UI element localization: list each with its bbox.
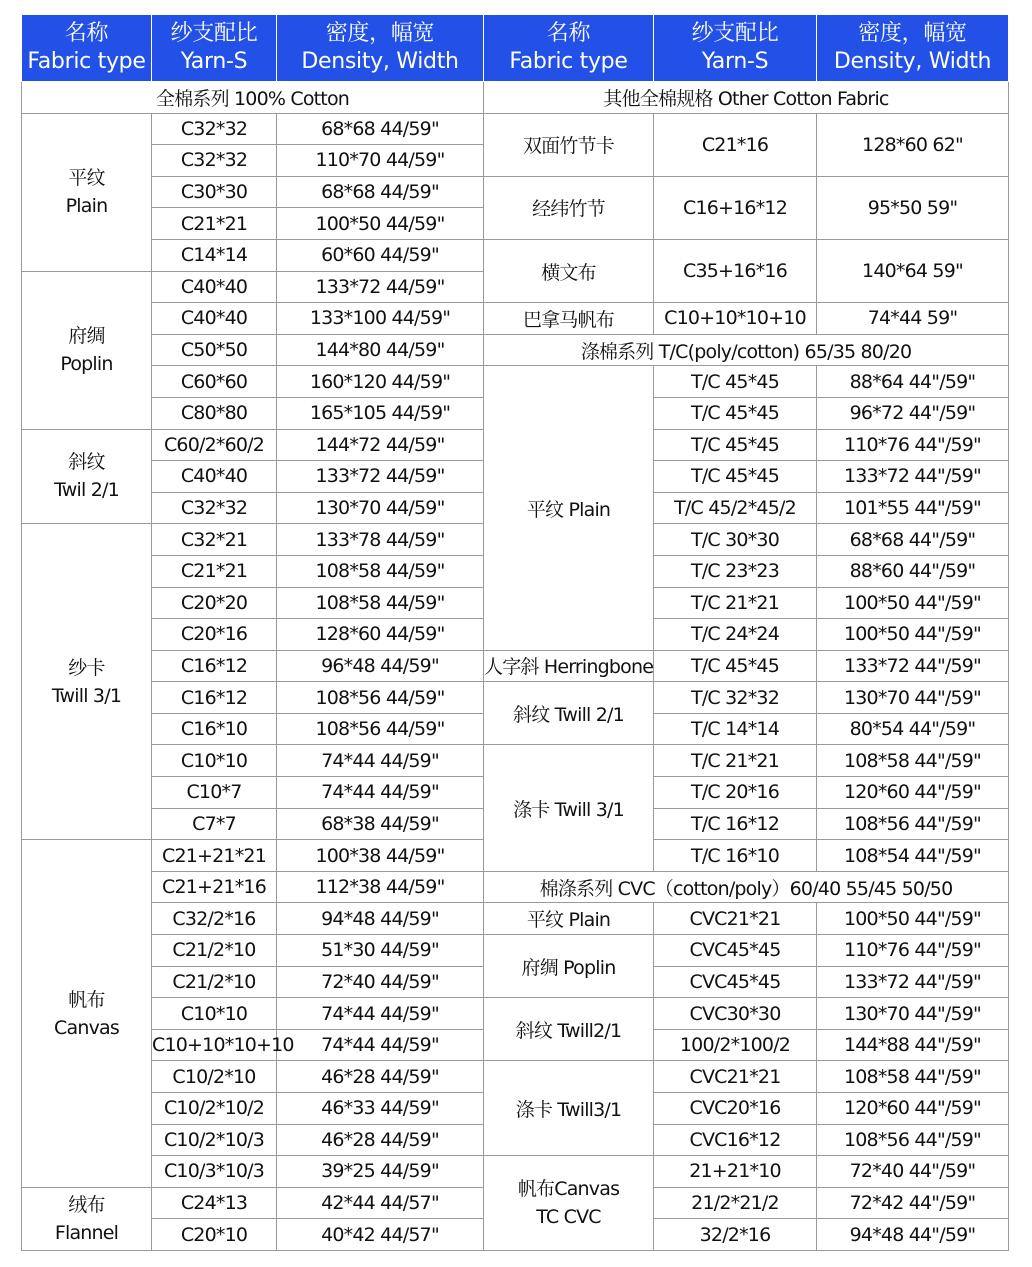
fabric-type-cell: 经纬竹节 (484, 176, 654, 239)
yarn-cell: C24*13 (152, 1187, 277, 1219)
yarn-cell: T/C 45/2*45/2 (654, 492, 817, 524)
density-cell: 108*58 44"/59" (817, 745, 1009, 777)
yarn-cell: 100/2*100/2 (654, 1029, 817, 1061)
yarn-cell: C35+16*16 (654, 239, 817, 302)
density-cell: 108*58 44/59" (277, 587, 484, 619)
density-cell: 100*50 44"/59" (817, 619, 1009, 651)
density-cell: 100*50 44/59" (277, 208, 484, 240)
fabric-type-cell: 人字斜 Herringbone (484, 650, 654, 682)
yarn-cell: T/C 16*12 (654, 808, 817, 840)
yarn-cell: T/C 23*23 (654, 555, 817, 587)
yarn-cell: C10+10*10+10 (152, 1029, 277, 1061)
table-row (22, 239, 1009, 271)
density-cell: 68*68 44/59" (277, 176, 484, 208)
density-cell: 95*50 59" (817, 176, 1009, 239)
density-cell: 112*38 44/59" (277, 871, 484, 903)
yarn-cell: T/C 24*24 (654, 619, 817, 651)
yarn-cell: C60/2*60/2 (152, 429, 277, 461)
density-cell: 165*105 44/59" (277, 397, 484, 429)
table-row (22, 1061, 1009, 1093)
fabric-type-cell: 横文布 (484, 239, 654, 302)
density-cell: 160*120 44/59" (277, 366, 484, 398)
density-cell: 108*56 44"/59" (817, 808, 1009, 840)
density-cell: 74*44 59" (817, 303, 1009, 335)
fabric-type-cell: 斜纹 Twill2/1 (484, 998, 654, 1061)
density-cell: 88*64 44"/59" (817, 366, 1009, 398)
table-row (22, 650, 1009, 682)
table-body (22, 82, 1009, 1251)
yarn-cell: C10+10*10+10 (654, 303, 817, 335)
yarn-cell: C32*21 (152, 524, 277, 556)
section-title-cotton: 全棉系列 100% Cotton (22, 82, 484, 114)
density-cell: 110*76 44"/59" (817, 429, 1009, 461)
fabric-type-cell: 绒布 Flannel (22, 1187, 152, 1250)
yarn-cell: CVC20*16 (654, 1093, 817, 1125)
table-row (22, 303, 1009, 335)
density-cell: 96*72 44"/59" (817, 397, 1009, 429)
density-cell: 108*56 44/59" (277, 713, 484, 745)
yarn-cell: C40*40 (152, 461, 277, 493)
yarn-cell: C20*10 (152, 1219, 277, 1251)
fabric-type-cell: 涤卡 Twill3/1 (484, 1061, 654, 1156)
density-cell: 110*76 44"/59" (817, 935, 1009, 967)
fabric-type-cell: 平纹 Plain (484, 366, 654, 650)
density-cell: 133*72 44"/59" (817, 650, 1009, 682)
header-name: 名称 Fabric type (22, 15, 152, 82)
fabric-type-cell: 平纹 Plain (484, 903, 654, 935)
density-cell: 130*70 44"/59" (817, 998, 1009, 1030)
table-row (22, 366, 1009, 398)
yarn-cell: C32*32 (152, 145, 277, 177)
header-yarn: 纱支配比 Yarn-S (152, 15, 277, 82)
yarn-cell: C21/2*10 (152, 966, 277, 998)
density-cell: 101*55 44"/59" (817, 492, 1009, 524)
density-cell: 88*60 44"/59" (817, 555, 1009, 587)
density-cell: 144*88 44"/59" (817, 1029, 1009, 1061)
density-cell: 68*68 44/59" (277, 113, 484, 145)
table-row (22, 82, 1009, 114)
density-cell: 120*60 44"/59" (817, 1093, 1009, 1125)
yarn-cell: C10/2*10 (152, 1061, 277, 1093)
header-density: 密度，幅宽 Density, Width (817, 15, 1009, 82)
yarn-cell: C32*32 (152, 492, 277, 524)
density-cell: 100*50 44"/59" (817, 587, 1009, 619)
yarn-cell: C21*21 (152, 208, 277, 240)
yarn-cell: T/C 45*45 (654, 366, 817, 398)
section-title-cvc: 棉涤系列 CVC（cotton/poly）60/40 55/45 50/50 (484, 871, 1009, 903)
yarn-cell: T/C 14*14 (654, 713, 817, 745)
density-cell: 133*78 44/59" (277, 524, 484, 556)
fabric-type-cell: 巴拿马帆布 (484, 303, 654, 335)
yarn-cell: T/C 45*45 (654, 461, 817, 493)
density-cell: 72*42 44"/59" (817, 1187, 1009, 1219)
yarn-cell: C32/2*16 (152, 903, 277, 935)
yarn-cell: T/C 21*21 (654, 745, 817, 777)
header-name: 名称 Fabric type (484, 15, 654, 82)
density-cell: 133*72 44"/59" (817, 461, 1009, 493)
density-cell: 94*48 44"/59" (817, 1219, 1009, 1251)
fabric-type-cell: 帆布 Canvas (22, 840, 152, 1188)
yarn-cell: C10*10 (152, 745, 277, 777)
yarn-cell: C20*16 (152, 619, 277, 651)
yarn-cell: C14*14 (152, 239, 277, 271)
yarn-cell: C16*12 (152, 650, 277, 682)
yarn-cell: T/C 20*16 (654, 777, 817, 809)
yarn-cell: T/C 45*45 (654, 397, 817, 429)
density-cell: 74*44 44/59" (277, 998, 484, 1030)
fabric-type-cell: 府绸 Poplin (484, 935, 654, 998)
yarn-cell: CVC45*45 (654, 966, 817, 998)
table-row (22, 113, 1009, 145)
yarn-cell: C10/2*10/3 (152, 1124, 277, 1156)
table-row (22, 334, 1009, 366)
fabric-type-cell: 斜纹 Twill 2/1 (484, 682, 654, 745)
density-cell: 128*60 62" (817, 113, 1009, 176)
yarn-cell: CVC21*21 (654, 1061, 817, 1093)
density-cell: 39*25 44/59" (277, 1156, 484, 1188)
density-cell: 133*72 44/59" (277, 271, 484, 303)
yarn-cell: T/C 45*45 (654, 429, 817, 461)
table-row (22, 935, 1009, 967)
yarn-cell: C10*10 (152, 998, 277, 1030)
yarn-cell: C20*20 (152, 587, 277, 619)
density-cell: 46*28 44/59" (277, 1124, 484, 1156)
density-cell: 120*60 44"/59" (817, 777, 1009, 809)
table-row (22, 871, 1009, 903)
yarn-cell: T/C 21*21 (654, 587, 817, 619)
yarn-cell: CVC21*21 (654, 903, 817, 935)
density-cell: 144*72 44/59" (277, 429, 484, 461)
yarn-cell: T/C 16*10 (654, 840, 817, 872)
yarn-cell: C60*60 (152, 366, 277, 398)
yarn-cell: 32/2*16 (654, 1219, 817, 1251)
density-cell: 68*68 44"/59" (817, 524, 1009, 556)
yarn-cell: CVC30*30 (654, 998, 817, 1030)
fabric-type-cell: 涤卡 Twill 3/1 (484, 745, 654, 871)
table-row (22, 998, 1009, 1030)
density-cell: 130*70 44"/59" (817, 682, 1009, 714)
yarn-cell: C10/3*10/3 (152, 1156, 277, 1188)
density-cell: 94*48 44/59" (277, 903, 484, 935)
section-title-other-cotton: 其他全棉规格 Other Cotton Fabric (484, 82, 1009, 114)
density-cell: 40*42 44/57" (277, 1219, 484, 1251)
density-cell: 128*60 44/59" (277, 619, 484, 651)
density-cell: 133*100 44/59" (277, 303, 484, 335)
density-cell: 74*44 44/59" (277, 1029, 484, 1061)
density-cell: 108*54 44"/59" (817, 840, 1009, 872)
density-cell: 108*56 44"/59" (817, 1124, 1009, 1156)
header-yarn: 纱支配比 Yarn-S (654, 15, 817, 82)
table-row (22, 903, 1009, 935)
table-row (22, 176, 1009, 208)
density-cell: 133*72 44/59" (277, 461, 484, 493)
density-cell: 130*70 44/59" (277, 492, 484, 524)
yarn-cell: C7*7 (152, 808, 277, 840)
density-cell: 133*72 44"/59" (817, 966, 1009, 998)
fabric-type-cell: 纱卡 Twill 3/1 (22, 524, 152, 840)
density-cell: 72*40 44/59" (277, 966, 484, 998)
density-cell: 74*44 44/59" (277, 745, 484, 777)
density-cell: 51*30 44/59" (277, 935, 484, 967)
density-cell: 68*38 44/59" (277, 808, 484, 840)
yarn-cell: C16*10 (152, 713, 277, 745)
yarn-cell: C21/2*10 (152, 935, 277, 967)
yarn-cell: T/C 30*30 (654, 524, 817, 556)
yarn-cell: 21+21*10 (654, 1156, 817, 1188)
header-density: 密度，幅宽 Density, Width (277, 15, 484, 82)
yarn-cell: C21+21*16 (152, 871, 277, 903)
section-title-tc: 涤棉系列 T/C(poly/cotton) 65/35 80/20 (484, 334, 1009, 366)
yarn-cell: C21*21 (152, 555, 277, 587)
table-row (22, 745, 1009, 777)
density-cell: 108*58 44/59" (277, 555, 484, 587)
yarn-cell: C80*80 (152, 397, 277, 429)
fabric-type-cell: 双面竹节卡 (484, 113, 654, 176)
yarn-cell: C32*32 (152, 113, 277, 145)
yarn-cell: C10*7 (152, 777, 277, 809)
fabric-type-cell: 帆布Canvas TC CVC (484, 1156, 654, 1251)
yarn-cell: C50*50 (152, 334, 277, 366)
yarn-cell: C21+21*21 (152, 840, 277, 872)
yarn-cell: C40*40 (152, 271, 277, 303)
yarn-cell: T/C 45*45 (654, 650, 817, 682)
header-row (22, 15, 1009, 82)
yarn-cell: C16+16*12 (654, 176, 817, 239)
density-cell: 80*54 44"/59" (817, 713, 1009, 745)
yarn-cell: C10/2*10/2 (152, 1093, 277, 1125)
yarn-cell: CVC16*12 (654, 1124, 817, 1156)
yarn-cell: T/C 32*32 (654, 682, 817, 714)
density-cell: 108*58 44"/59" (817, 1061, 1009, 1093)
yarn-cell: C21*16 (654, 113, 817, 176)
fabric-spec-table (21, 14, 1009, 1251)
yarn-cell: CVC45*45 (654, 935, 817, 967)
fabric-type-cell: 斜纹 Twil 2/1 (22, 429, 152, 524)
density-cell: 42*44 44/57" (277, 1187, 484, 1219)
fabric-type-cell: 平纹 Plain (22, 113, 152, 271)
density-cell: 144*80 44/59" (277, 334, 484, 366)
density-cell: 72*40 44"/59" (817, 1156, 1009, 1188)
fabric-type-cell: 府绸 Poplin (22, 271, 152, 429)
density-cell: 96*48 44/59" (277, 650, 484, 682)
density-cell: 46*28 44/59" (277, 1061, 484, 1093)
density-cell: 60*60 44/59" (277, 239, 484, 271)
density-cell: 100*50 44"/59" (817, 903, 1009, 935)
density-cell: 74*44 44/59" (277, 777, 484, 809)
density-cell: 110*70 44/59" (277, 145, 484, 177)
density-cell: 140*64 59" (817, 239, 1009, 302)
density-cell: 46*33 44/59" (277, 1093, 484, 1125)
yarn-cell: C16*12 (152, 682, 277, 714)
yarn-cell: C40*40 (152, 303, 277, 335)
density-cell: 108*56 44/59" (277, 682, 484, 714)
yarn-cell: 21/2*21/2 (654, 1187, 817, 1219)
yarn-cell: C30*30 (152, 176, 277, 208)
table-row (22, 1156, 1009, 1188)
density-cell: 100*38 44/59" (277, 840, 484, 872)
table-row (22, 682, 1009, 714)
